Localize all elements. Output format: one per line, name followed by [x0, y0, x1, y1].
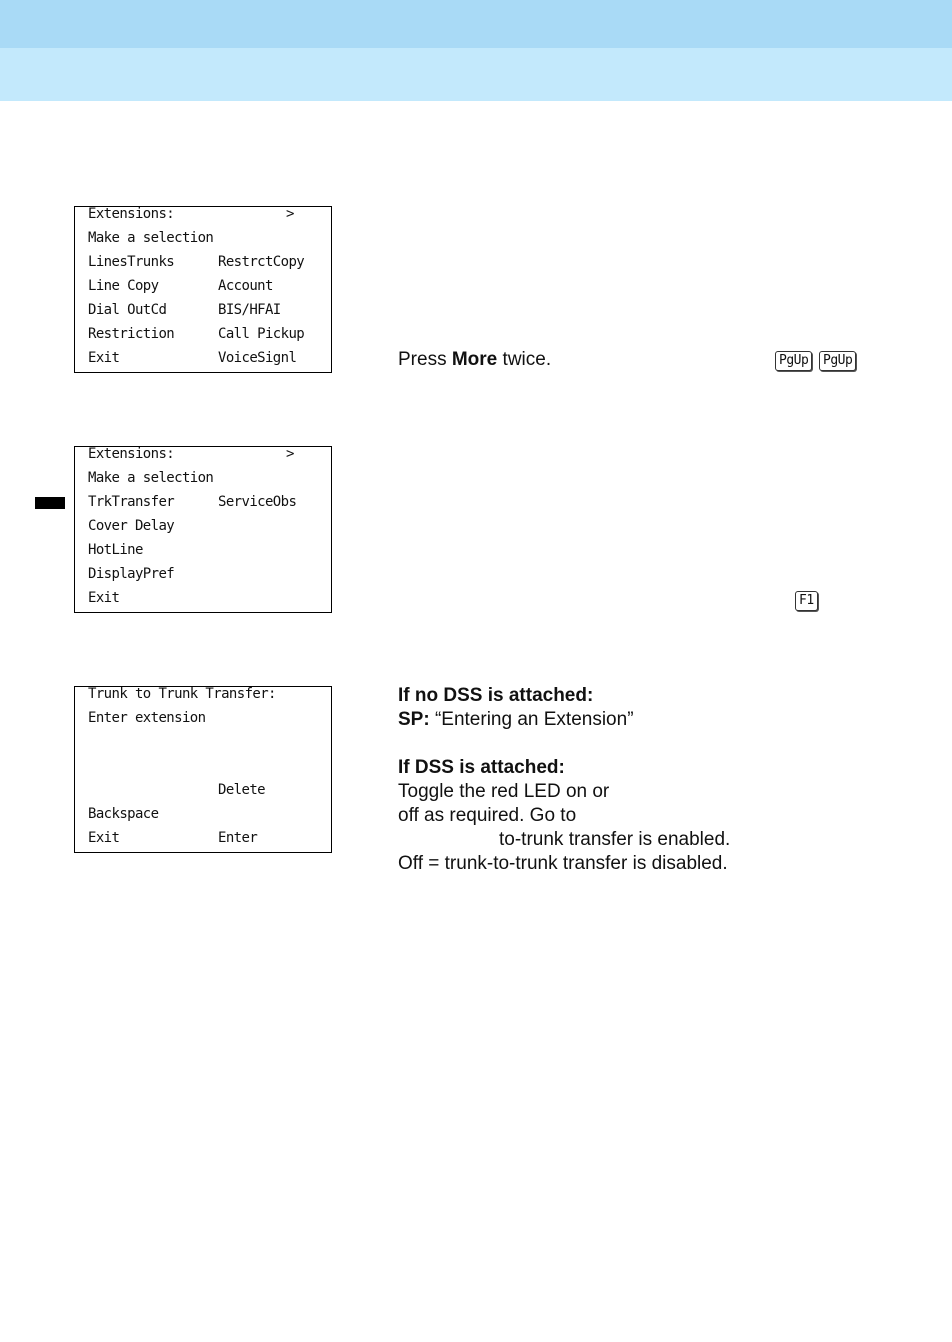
section-marker	[35, 497, 65, 509]
display-screen-extensions-1	[74, 206, 332, 373]
screen-prompt: Enter extension	[88, 710, 206, 726]
pgup-key[interactable]: PgUp	[775, 351, 812, 371]
menu-option-linestrunks[interactable]: LinesTrunks	[88, 254, 175, 270]
step1-more: More	[451, 349, 498, 370]
enter-option[interactable]: Enter	[218, 830, 258, 846]
dss-line-1: Toggle the red LED on or	[398, 781, 610, 802]
f1-key[interactable]: F1	[795, 591, 818, 611]
screen-prompt: Make a selection	[88, 470, 214, 486]
menu-option-displaypref[interactable]: DisplayPref	[88, 566, 175, 582]
menu-option-bis-hfai[interactable]: BIS/HFAI	[218, 302, 281, 318]
exit-option[interactable]: Exit	[88, 830, 120, 846]
menu-option-dial-outcd[interactable]: Dial OutCd	[88, 302, 167, 318]
menu-option-hotline[interactable]: HotLine	[88, 542, 143, 558]
dss-line-4: Off = trunk-to-trunk transfer is disabled.	[398, 853, 728, 874]
step1-suffix: twice.	[497, 349, 552, 370]
sp-text: “Entering an Extension”	[429, 709, 634, 730]
dss-line-2: off as required. Go to	[398, 805, 577, 826]
step1-instruction	[398, 348, 551, 372]
menu-option-restrctcopy[interactable]: RestrctCopy	[218, 254, 305, 270]
dss-heading: If DSS is attached:	[398, 757, 565, 778]
pgup-key-2[interactable]: PgUp	[819, 351, 856, 371]
menu-option-exit[interactable]: Exit	[88, 590, 120, 606]
menu-option-exit[interactable]: Exit	[88, 350, 120, 366]
header-band-top	[0, 0, 952, 48]
header-band-bottom	[0, 48, 952, 101]
backspace-option[interactable]: Backspace	[88, 806, 159, 822]
menu-option-trktransfer[interactable]: TrkTransfer	[88, 494, 175, 510]
menu-option-cover-delay[interactable]: Cover Delay	[88, 518, 175, 534]
menu-option-line-copy[interactable]: Line Copy	[88, 278, 159, 294]
menu-option-restriction[interactable]: Restriction	[88, 326, 175, 342]
step3-instructions	[398, 684, 730, 876]
screen-title: Trunk to Trunk Transfer:	[88, 686, 276, 702]
menu-option-serviceobs[interactable]: ServiceObs	[218, 494, 297, 510]
more-arrow: >	[286, 206, 294, 222]
display-screen-trunk-transfer	[74, 686, 332, 853]
screen-title: Extensions:	[88, 446, 175, 462]
display-screen-extensions-2	[74, 446, 332, 613]
dss-line-3: to-trunk transfer is enabled.	[499, 829, 731, 850]
more-arrow: >	[286, 446, 294, 462]
screen-title: Extensions:	[88, 206, 175, 222]
step1-prefix: Press	[398, 349, 452, 370]
sp-label: SP:	[398, 709, 430, 730]
menu-option-account[interactable]: Account	[218, 278, 273, 294]
delete-option[interactable]: Delete	[218, 782, 265, 798]
menu-option-call-pickup[interactable]: Call Pickup	[218, 326, 305, 342]
menu-option-voicesignl[interactable]: VoiceSignl	[218, 350, 297, 366]
no-dss-heading: If no DSS is attached:	[398, 685, 594, 706]
screen-prompt: Make a selection	[88, 230, 214, 246]
